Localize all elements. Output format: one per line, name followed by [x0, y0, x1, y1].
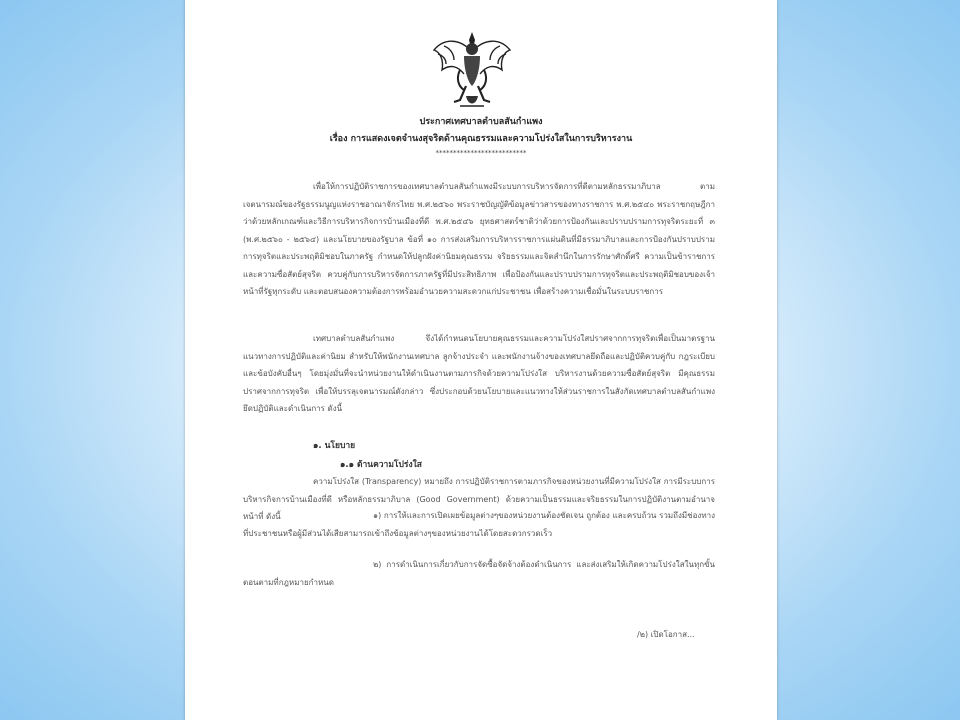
paragraph-2: เทศบาลตำบลสันกำแพง จึงได้กำหนดนโยบายคุณธรรมและความโปร่งใสปราศจากการทุจริตเพื่อเป็นมาตรฐาน แนวทางการปฏิบัติและค่านิยม สำหรับให้พนักงานเทศบาล ลูกจ้างประจำ และพนักงานจ้างของเทศบาลยึดถือและปฏิบัติควบคู่กับ กฎระเบียบและข้อบังคับอื่นๆ โดยมุ่งมั่นที่จะนำหน่วยงานให้ดำเนินงานตามภารกิจด้วยความโปร่งใส บริหารงานด้วยความซื่อสัตย์สุจริต มีคุณธรรม ปราศจากการทุจริต เพื่อให้บรรลุเจตนารมณ์ดังกล่าว ซึ่งประกอบด้วยนโยบายและแนวทางให้ส่วนราชการในสังกัดเทศบาลตำบลสันกำแพงยึดปฏิบัติและดำเนินการ ดังนี้ [243, 334, 715, 413]
section-heading-transparency: ๑.๑ ด้านความโปร่งใส [340, 460, 422, 470]
section-heading-policy: ๑. นโยบาย [313, 441, 356, 451]
document-heading: ประกาศเทศบาลตำบลสันกำแพง [419, 117, 543, 127]
garuda-emblem-icon [430, 30, 514, 112]
paragraph-1: เพื่อให้การปฏิบัติราชการของเทศบาลตำบลสันกำแพงมีระบบการบริหารจัดการที่ดีตามหลักธรรมาภิบาล ตามเจตนารมณ์ของรัฐธรรมนูญแห่งราชอาณาจักรไทย พ.ศ.๒๕๖๐ พระราชบัญญัติข้อมูลข่าวสารของทางราชการ พ.ศ.๒๕๔๐ พระราชกฤษฎีกาว่าด้วยหลักเกณฑ์และวิธีการบริหารกิจการบ้านเมืองที่ดี พ.ศ.๒๕๔๖ ยุทธศาสตร์ชาติว่าด้วยการป้องกันและปราบปรามการทุจริตระยะที่ ๓ (พ.ศ.๒๕๖๐ - ๒๕๖๔) และนโยบายของรัฐบาล ข้อที่ ๑๐ การส่งเสริมการบริหารราชการแผ่นดินที่มีธรรมาภิบาลและการป้องกันปราบปรามการทุจริตและประพฤติมิชอบในภาครัฐ กำหนดให้ปลูกฝังค่านิยมคุณธรรม จริยธรรมและจิตสำนึกในการรักษาศักดิ์ศรี ความเป็นข้าราชการ และความซื่อสัตย์สุจริต ควบคู่กับการบริหารจัดการภาครัฐที่มีประสิทธิภาพ เพื่อป้องกันและปราบปรามการทุจริตและประพฤติมิชอบของเจ้าหน้าที่รัฐทุกระดับ และตอบสนองความต้องการพร้อมอำนวยความสะดวกแก่ประชาชน เพื่อสร้างความเชื่อมั่นในระบบราชการ [243, 182, 715, 296]
divider: ************************** [435, 149, 527, 157]
list-item: ๒) การดำเนินการเกี่ยวกับการจัดซื้อจัดจ้างต้องดำเนินการ และส่งเสริมให้เกิดความโปร่งใสในทุกขั้นตอนตามที่กฎหมายกำหนด [243, 560, 715, 587]
paragraph-3: ความโปร่งใส (Transparency) หมายถึง การปฏิบัติราชการตามภารกิจของหน่วยงานที่มีความโปร่งใส การมีระบบการบริหารกิจการบ้านเมืองที่ดี หรือหลักธรรมาภิบาล (Good Government) ด้วยความเป็นธรรมและจริยธรรมในการปฏิบัติงานตามอำนาจหน้าที่ ดังนี้ [243, 477, 715, 521]
document-page [185, 0, 777, 720]
document-subject: เรื่อง การแสดงเจตจำนงสุจริตด้านคุณธรรมและความโปร่งใสในการบริหารงาน [329, 134, 633, 144]
continuation-note: /๒) เปิดโอกาส... [637, 630, 695, 639]
list-item: ๑) การให้และการเปิดเผยข้อมูลต่างๆของหน่วยงานต้องชัดเจน ถูกต้อง และครบถ้วน รวมถึงมีช่องทางที่ประชาชนหรือผู้มีส่วนได้เสียสามารถเข้าถึงข้อมูลต่างๆของหน่วยงานได้โดยสะดวกรวดเร็ว [243, 511, 715, 538]
